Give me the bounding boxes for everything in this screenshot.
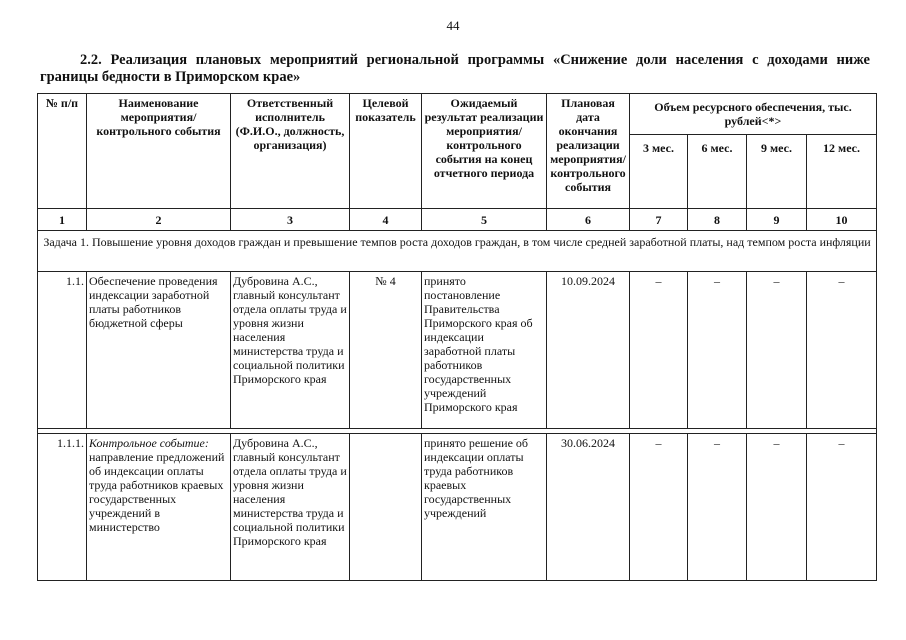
column-number: 2	[87, 209, 231, 231]
resource-12m: –	[807, 434, 877, 581]
column-number: 5	[422, 209, 547, 231]
event-name	[87, 272, 231, 429]
resource-9m: –	[747, 272, 807, 429]
header-resource-group: Объем ресурсного обеспечения, тыс. рублей<*>	[630, 94, 877, 135]
column-number: 7	[630, 209, 688, 231]
event-name-text: Обеспечение проведения индексации заработной платы работников бюджетной сферы	[89, 274, 218, 330]
resource-3m: –	[630, 272, 688, 429]
table-row	[38, 434, 877, 581]
resource-6m: –	[688, 434, 747, 581]
header-col6: Плановая дата окончания реализации мероприятия/ контрольного события	[547, 94, 630, 209]
header-col8: 6 мес.	[688, 135, 747, 209]
header-col9: 9 мес.	[747, 135, 807, 209]
expected-result: принято решение об индексации оплаты труда работников краевых государственных учреждений	[422, 434, 547, 581]
column-number: 9	[747, 209, 807, 231]
executor: Дубровина А.С., главный консультант отдела оплаты труда и уровня жизни населения министерства труда и социальной политики Приморского края	[231, 434, 350, 581]
row-number: 1.1.1.	[38, 434, 87, 581]
row-number: 1.1.	[38, 272, 87, 429]
column-number: 3	[231, 209, 350, 231]
header-col1: № п/п	[38, 94, 87, 209]
header-col10: 12 мес.	[807, 135, 877, 209]
target-indicator: № 4	[350, 272, 422, 429]
resource-12m: –	[807, 272, 877, 429]
header-row	[38, 94, 877, 135]
header-col7: 3 мес.	[630, 135, 688, 209]
header-col3: Ответственный исполнитель (Ф.И.О., должность, организация)	[231, 94, 350, 209]
resource-3m: –	[630, 434, 688, 581]
plan-table	[37, 93, 877, 581]
table-row	[38, 272, 877, 429]
task-title: Задача 1. Повышение уровня доходов граждан и превышение темпов роста доходов граждан, в том числе средней заработной платы, над темпом роста инфляции	[38, 231, 877, 272]
task-row	[38, 231, 877, 272]
event-name	[87, 434, 231, 581]
column-number: 4	[350, 209, 422, 231]
resource-9m: –	[747, 434, 807, 581]
column-number: 10	[807, 209, 877, 231]
header-col5: Ожидаемый результат реализации мероприятия/ контрольного события на конец отчетного периода	[422, 94, 547, 209]
expected-result: принято постановление Правительства Приморского края об индексации заработной платы работников государственных учреждений Приморского края	[422, 272, 547, 429]
event-name-text: направление предложений об индексации оплаты труда работников краевых государственных учреждений в министерство	[89, 450, 225, 534]
control-event-label: Контрольное событие:	[89, 436, 209, 450]
header-col4: Целевой показатель	[350, 94, 422, 209]
column-number: 8	[688, 209, 747, 231]
section-heading: 2.2. Реализация плановых мероприятий региональной программы «Снижение доли населения с доходами ниже границы бедности в Приморском крае»	[40, 52, 870, 85]
resource-6m: –	[688, 272, 747, 429]
planned-date: 10.09.2024	[547, 272, 630, 429]
executor: Дубровина А.С., главный консультант отдела оплаты труда и уровня жизни населения министерства труда и социальной политики Приморского края	[231, 272, 350, 429]
column-number: 6	[547, 209, 630, 231]
planned-date: 30.06.2024	[547, 434, 630, 581]
page-number: 44	[446, 18, 460, 33]
column-number-row	[38, 209, 877, 231]
header-col2: Наименование мероприятия/ контрольного события	[87, 94, 231, 209]
column-number: 1	[38, 209, 87, 231]
target-indicator	[350, 434, 422, 581]
